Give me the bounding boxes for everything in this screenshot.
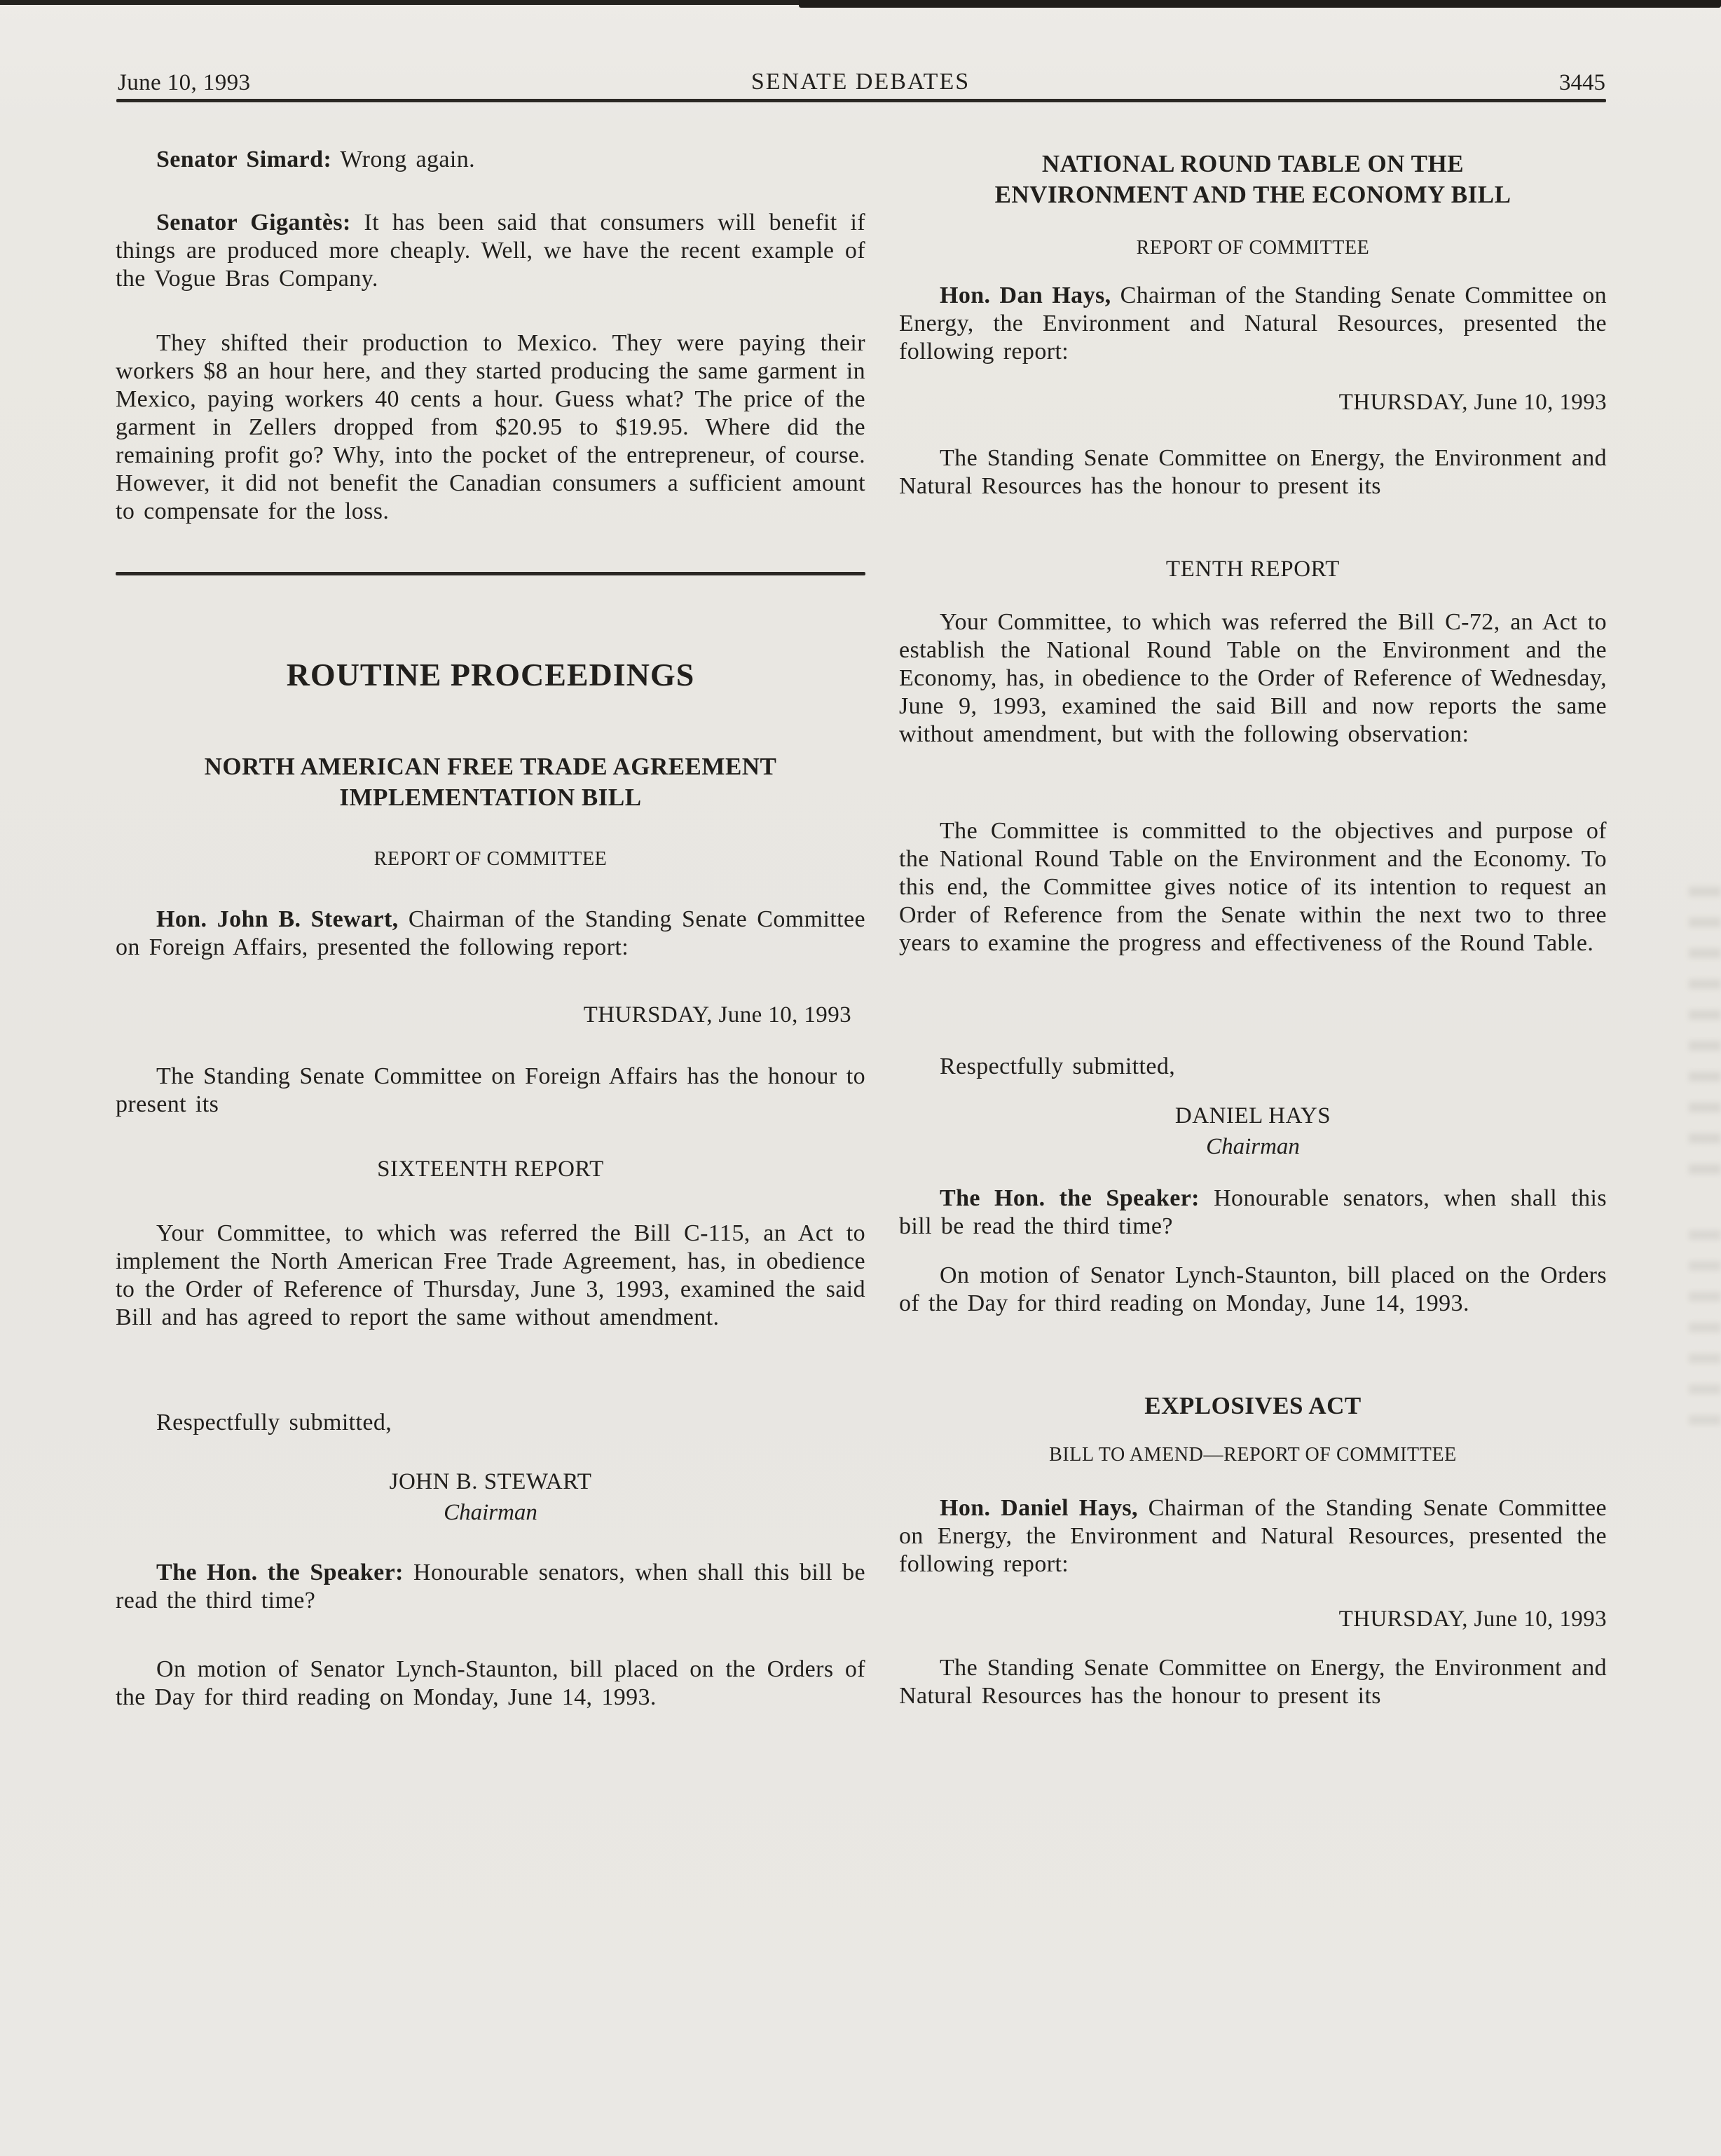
report-heading-sixteenth: SIXTEENTH REPORT: [377, 1157, 604, 1182]
section-heading-routine-proceedings: ROUTINE PROCEEDINGS: [286, 657, 695, 692]
paragraph-standing-committee: The Standing Senate Committee on Energy, the Environment and Natural Resources has the honour to present its: [899, 1655, 1607, 1709]
paragraph-speaker-question: [899, 1185, 1607, 1241]
signature-name: DANIEL HAYS: [1174, 1103, 1331, 1128]
speech-text: Chairman of the Standing Senate Committee on Foreign Affairs, presented the following report:: [116, 906, 865, 960]
section-divider-rule: [116, 572, 865, 575]
paragraph-respectfully-submitted: Respectfully submitted,: [156, 1410, 392, 1435]
speaker-name: Hon. Daniel Hays,: [940, 1495, 1138, 1521]
page-title: SENATE DEBATES: [750, 69, 971, 95]
speaker-name: Senator Gigantès:: [156, 210, 351, 236]
paragraph-standing-committee: The Standing Senate Committee on Foreign Affairs has the honour to present its: [116, 1063, 865, 1117]
paragraph-gigantes: [116, 209, 865, 293]
paragraph-danhays-intro: [899, 282, 1607, 366]
paragraph-danielhays-intro: [899, 1494, 1607, 1578]
bill-title-line-2: ENVIRONMENT AND THE ECONOMY BILL: [994, 181, 1511, 208]
speech-text: Honourable senators, when shall this bill be read the third time?: [116, 1560, 866, 1613]
bill-title-nafta: [116, 751, 865, 813]
speech-text: Honourable senators, when shall this bill be read the third time?: [899, 1185, 1607, 1239]
speaker-name: The Hon. the Speaker:: [940, 1185, 1200, 1211]
paragraph-speaker-question: [116, 1559, 865, 1615]
paragraph-simard: [116, 146, 865, 174]
subheading-report-of-committee: REPORT OF COMMITTEE: [373, 848, 608, 870]
header-date: June 10, 1993: [118, 70, 251, 95]
bill-title-line-1: NATIONAL ROUND TABLE ON THE: [1041, 150, 1465, 177]
paragraph-report-body: Your Committee, to which was referred the Bill C-115, an Act to implement the North American Free Trade Agreement, has, in obedience to the Order of Reference of Thursday, June 3, 1993, examined the said Bill and has agreed to report the same without amendment.: [116, 1220, 865, 1330]
speaker-name: The Hon. the Speaker:: [156, 1560, 404, 1585]
dateline: THURSDAY, June 10, 1993: [1338, 1606, 1607, 1632]
dateline: THURSDAY, June 10, 1993: [583, 1002, 851, 1028]
paragraph-report-body: Your Committee, to which was referred the Bill C-72, an Act to establish the National Round Table on the Environment and the Economy, has, in obedience to the Order of Reference of Wednesday, June 9, 1993, examined the said Bill and now reports the same without amendment, but with the following observation:: [899, 609, 1607, 747]
scan-smudge: [1689, 1230, 1721, 1433]
speaker-name: Senator Simard:: [156, 146, 332, 172]
paragraph-standing-committee: The Standing Senate Committee on Energy, the Environment and Natural Resources has the honour to present its: [899, 445, 1607, 499]
bill-title-explosives: EXPLOSIVES ACT: [1144, 1392, 1362, 1419]
left-column: [116, 0, 865, 2156]
subheading-report-of-committee: REPORT OF COMMITTEE: [1136, 237, 1370, 259]
signature-role: Chairman: [1206, 1134, 1300, 1159]
paragraph-motion: On motion of Senator Lynch-Staunton, bill placed on the Orders of the Day for third reading on Monday, June 14, 1993.: [116, 1656, 865, 1710]
speech-text: Chairman of the Standing Senate Committee on Energy, the Environment and Natural Resources, presented the following report:: [899, 1495, 1607, 1577]
signature-name: JOHN B. STEWART: [389, 1469, 592, 1494]
paragraph-mexico: They shifted their production to Mexico. They were paying their workers $8 an hour here, and they started producing the same garment in Mexico, paying workers 40 cents a hour. Guess what? The price of the garment in Zellers dropped from $20.95 to $19.95. Where did the remaining profit go? Why, into the pocket of the entrepreneur, of course. However, it did not benefit the Canadian consumers a sufficient amount to compensate for the loss.: [116, 330, 865, 524]
page-number: 3445: [1559, 70, 1605, 95]
report-heading-tenth: TENTH REPORT: [1165, 557, 1341, 582]
speech-text: It has been said that consumers will benefit if things are produced more cheaply. Well, we have the recent example of the Vogue Bras Company.: [116, 210, 866, 292]
speaker-name: Hon. John B. Stewart,: [156, 906, 399, 932]
paragraph-stewart-intro: [116, 906, 865, 962]
paragraph-observation: The Committee is committed to the objectives and purpose of the National Round Table on the Environment and the Economy. To this end, the Committee gives notice of its intention to request an Order of Reference from the Senate within the next two to three years to examine the progress and effectiveness of the Round Table.: [899, 818, 1607, 956]
bill-title-line-2: IMPLEMENTATION BILL: [339, 784, 642, 811]
subheading-bill-to-amend: BILL TO AMEND—REPORT OF COMMITTEE: [1049, 1444, 1457, 1466]
signature-role: Chairman: [444, 1500, 537, 1525]
dateline: THURSDAY, June 10, 1993: [1338, 390, 1607, 415]
paragraph-respectfully-submitted: Respectfully submitted,: [940, 1053, 1176, 1079]
bill-title-line-1: NORTH AMERICAN FREE TRADE AGREEMENT: [204, 753, 777, 780]
right-column: [899, 0, 1607, 2156]
scan-smudge: [1689, 887, 1721, 1181]
speaker-name: Hon. Dan Hays,: [940, 282, 1111, 308]
speech-text: Wrong again.: [340, 146, 475, 172]
paragraph-motion: On motion of Senator Lynch-Staunton, bill placed on the Orders of the Day for third reading on Monday, June 14, 1993.: [899, 1262, 1607, 1316]
speech-text: Chairman of the Standing Senate Committee on Energy, the Environment and Natural Resources, presented the following report:: [899, 282, 1607, 364]
bill-title-roundtable: [899, 149, 1607, 210]
